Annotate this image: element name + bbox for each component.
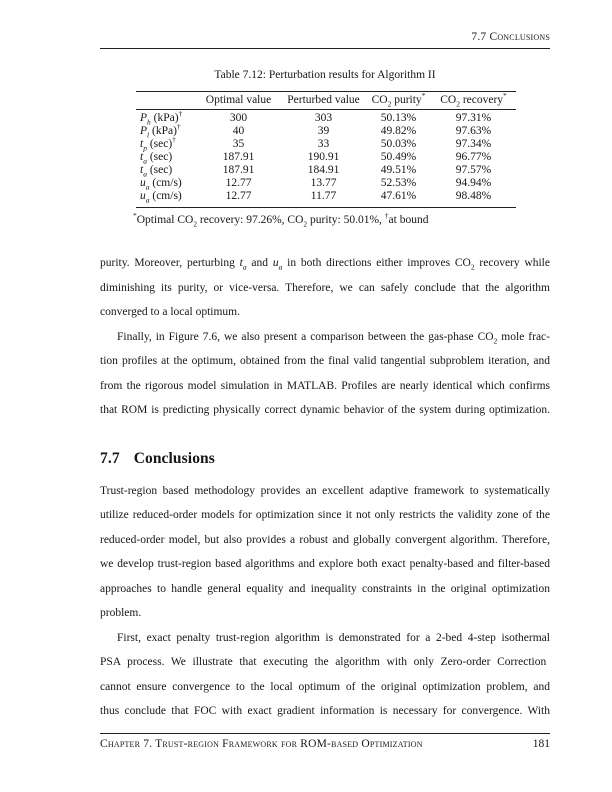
section-title: Conclusions (133, 449, 215, 467)
body-line: cannot ensure convergence to the local optimum of the original optimization problem, and (100, 680, 550, 693)
column-header-perturbed: Perturbed value (281, 92, 366, 110)
body-line: thus conclude that FOC with exact gradient information is necessary for convergence. With (100, 705, 550, 717)
cell-optimal: 40 (232, 125, 245, 137)
cell-perturbed: 39 (317, 125, 330, 137)
cell-optimal: 35 (232, 138, 245, 150)
page-number: 181 (532, 738, 550, 750)
cell-recovery: 97.57% (455, 164, 492, 176)
cell-recovery: 98.48% (455, 190, 492, 202)
cell-optimal: 187.91 (222, 151, 255, 163)
body-line: reduced-order model, but also provides a robust and globally convergent algorithm. Therefore, (100, 533, 550, 546)
body-line: that ROM is predicting physically correct dynamic behavior of the system during optimization. (100, 404, 550, 416)
cell-optimal: 12.77 (225, 190, 252, 202)
body-line: approaches to handle general equality and inequality constraints in the original optimization (100, 582, 550, 595)
cell-perturbed: 184.91 (307, 164, 340, 176)
row-label: $t_a$ (sec) (140, 164, 173, 179)
row-label: $P_h$ (kPa)† (140, 109, 183, 127)
cell-perturbed: 13.77 (310, 177, 337, 189)
body-line: tion profiles at the optimum, obtained from the final valid tangential subproblem iteration, and (100, 355, 550, 367)
cell-optimal: 187.91 (222, 164, 255, 176)
body-line: utilize reduced-order models for optimization since it not only restricts the validity zone of the (100, 509, 550, 521)
cell-purity: 52.53% (380, 177, 417, 189)
row-label: $u_a$ (cm/s) (140, 177, 182, 192)
table-footnote: *Optimal $CO_2$ recovery: 97.26%, $CO_2$ purity: 50.01%, †at bound (133, 211, 429, 229)
table-row (136, 110, 516, 126)
body-line: from the rigorous model simulation in MATLAB. Profiles are nearly identical which confirms (100, 379, 550, 392)
page-header (100, 31, 550, 49)
table-row (136, 190, 516, 208)
body-line: PSA process. We illustrate that executing the algorithm with only Zero-order Correction (100, 656, 547, 668)
row-label: $u_a$ (cm/s) (140, 190, 182, 205)
cell-recovery: 97.31% (455, 112, 492, 124)
section-heading (100, 449, 550, 469)
row-label: $P_l$ (kPa)† (140, 122, 181, 140)
cell-perturbed: 303 (314, 112, 333, 124)
perturbation-results-table (136, 91, 516, 208)
header-section-label: 7.7 Conclusions (471, 31, 550, 43)
cell-purity: 49.51% (380, 164, 417, 176)
section-number: 7.7 (100, 449, 120, 467)
table-row (136, 164, 516, 177)
cell-recovery: 96.77% (455, 151, 492, 163)
cell-perturbed: 190.91 (307, 151, 340, 163)
body-line: problem. (100, 607, 142, 619)
cell-purity: 50.13% (380, 112, 417, 124)
body-line: we develop trust-region based algorithms and explore both exact penalty-based and filter-based (100, 558, 550, 570)
footer-chapter-label: Chapter 7. Trust-region Framework for ROM-based Optimization (100, 738, 423, 750)
body-line: converged to a local optimum. (100, 306, 240, 318)
table-caption: Table 7.12: Perturbation results for Algorithm II (214, 69, 436, 81)
column-header-optimal: Optimal value (196, 92, 281, 110)
table-row (136, 125, 516, 138)
table-header-row (136, 92, 516, 110)
body-line: purity. Moreover, perturbing $t_a$ and $u_a$ in both directions either improves $CO_2$ recovery while (100, 257, 550, 272)
cell-optimal: 12.77 (225, 177, 252, 189)
row-label: $t_p$ (sec)† (140, 135, 176, 153)
cell-recovery: 94.94% (455, 177, 492, 189)
column-header-purity: $CO_2$ purity* (366, 92, 431, 110)
table-row (136, 177, 516, 190)
text-block (100, 0, 550, 724)
cell-perturbed: 11.77 (310, 190, 337, 202)
body-text (100, 251, 550, 724)
cell-recovery: 97.63% (455, 125, 492, 137)
body-line: Finally, in Figure 7.6, we also present a comparison between the gas-phase $CO_2$ mole frac- (117, 330, 550, 345)
row-label: $t_a$ (sec) (140, 151, 173, 166)
table-row (136, 151, 516, 164)
page-footer (100, 733, 550, 751)
column-header-recovery: $CO_2$ recovery* (431, 92, 516, 110)
body-line: First, exact penalty trust-region algorithm is demonstrated for a 2-bed 4-step isothermal (117, 631, 550, 644)
cell-perturbed: 33 (317, 138, 330, 150)
body-line: diminishing its purity, or vice-versa. Therefore, we can safely conclude that the algorithm (100, 281, 550, 294)
cell-purity: 50.03% (380, 138, 417, 150)
column-header-blank (136, 92, 196, 110)
cell-recovery: 97.34% (455, 138, 492, 150)
cell-optimal: 300 (229, 112, 248, 124)
cell-purity: 47.61% (380, 190, 417, 202)
table-row (136, 138, 516, 151)
cell-purity: 50.49% (380, 151, 417, 163)
cell-purity: 49.82% (380, 125, 417, 137)
body-line: Trust-region based methodology provides an excellent adaptive framework to systematically (100, 484, 550, 497)
